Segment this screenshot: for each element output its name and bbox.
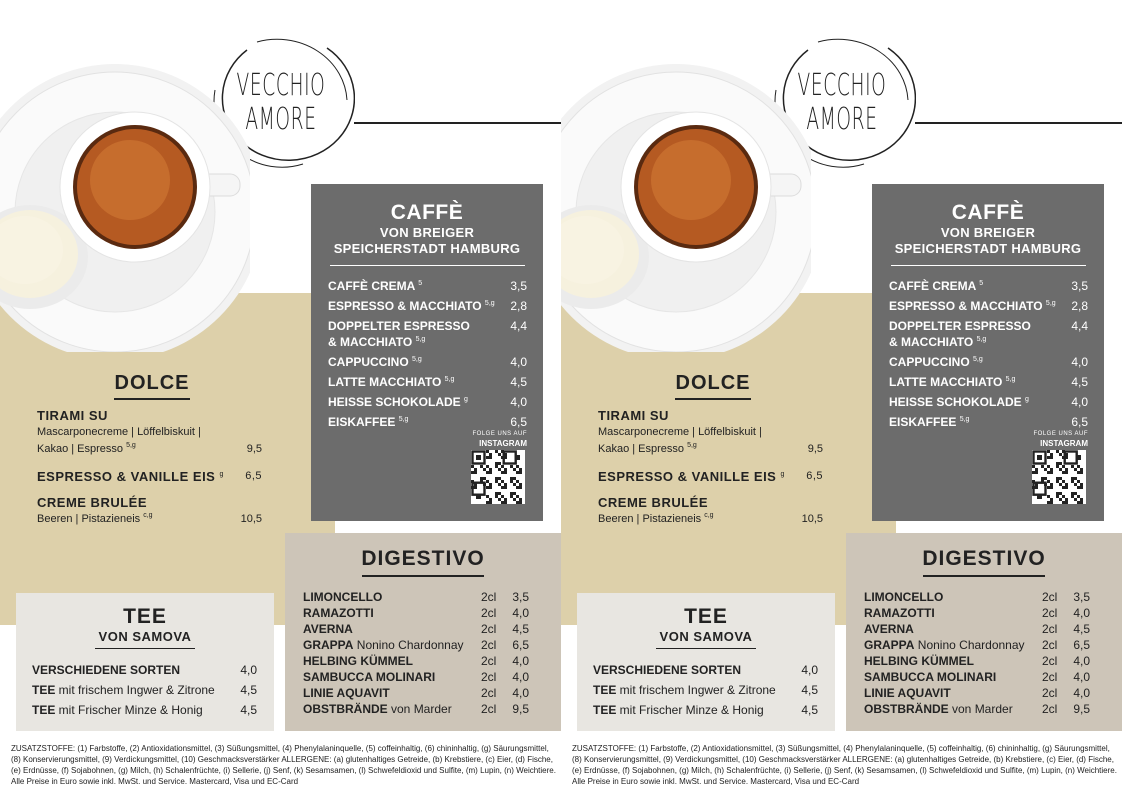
digestivo-item-price: 9,5 [512, 702, 529, 716]
caffe-item-price: 4,0 [1071, 395, 1088, 409]
dolce-item-sup: 5,g [687, 442, 697, 449]
dolce-item-name: CREME BRULÉE [37, 495, 148, 510]
caffe-item-sup: 5 [979, 280, 984, 287]
caffe-item [872, 414, 1104, 430]
caffe-item-name: DOPPELTER ESPRESSO [328, 319, 470, 333]
caffe-item-price: 4,0 [1071, 355, 1088, 369]
dolce-item [598, 494, 823, 528]
caffe-item-name: CAPPUCCINO [889, 355, 970, 369]
tee-item-price: 4,5 [240, 703, 257, 717]
digestivo-item [285, 653, 561, 669]
caffe-item-name: LATTE MACCHIATO [889, 375, 1003, 389]
digestivo-item-size: 2cl [1042, 638, 1058, 652]
logo-text-line2: AMORE [806, 102, 878, 137]
caffe-item [311, 394, 543, 410]
digestivo-item-size: 2cl [481, 670, 497, 684]
digestivo-item-price: 9,5 [1073, 702, 1090, 716]
caffe-item-name: EISKAFFEE [328, 415, 396, 429]
instagram-text: INSTAGRAM [1040, 439, 1088, 448]
caffe-item [311, 278, 543, 294]
caffe-item-sup: 5,g [959, 416, 970, 423]
dolce-item-desc: Kakao | Espresso [37, 443, 124, 455]
dolce-item-desc: Kakao | Espresso [598, 443, 685, 455]
caffe-item-price: 3,5 [510, 279, 527, 293]
tee-item-name: TEE [593, 683, 617, 697]
tee-item [577, 702, 835, 718]
dolce-item-name: ESPRESSO & VANILLE EIS [598, 469, 777, 484]
digestivo-item-price: 4,0 [1073, 686, 1090, 700]
menu-panel-right [561, 0, 1122, 793]
tee-item-name: TEE [32, 683, 56, 697]
tee-item-desc: mit frischem Ingwer & Zitrone [616, 683, 776, 697]
dolce-item [37, 494, 262, 528]
tee-subtitle: VON SAMOVA [659, 629, 753, 644]
digestivo-item-price: 4,0 [1073, 606, 1090, 620]
digestivo-item [846, 685, 1122, 701]
caffe-item [872, 354, 1104, 370]
caffe-item-price: 4,4 [1071, 319, 1088, 333]
caffe-item [872, 374, 1104, 390]
follow-label: FOLGE UNS AUF [1033, 431, 1088, 437]
caffe-item [872, 318, 1104, 350]
caffe-item [872, 394, 1104, 410]
digestivo-card [846, 533, 1122, 731]
digestivo-item-size: 2cl [1042, 702, 1058, 716]
digestivo-item-name: OBSTBRÄNDE [864, 702, 949, 716]
coffee-cup-image [561, 62, 811, 352]
qr-code[interactable] [1032, 450, 1086, 504]
tee-item [577, 682, 835, 698]
digestivo-item-price: 6,5 [512, 638, 529, 652]
caffe-item-sup: 5,g [415, 336, 426, 343]
digestivo-item-name: RAMAZOTTI [303, 606, 374, 620]
qr-code-icon [1032, 450, 1086, 504]
digestivo-item-name: LIMONCELLO [864, 590, 944, 604]
caffe-item-price: 4,5 [1071, 375, 1088, 389]
tee-title: TEE [684, 605, 728, 628]
follow-label: FOLGE UNS AUF [472, 431, 527, 437]
digestivo-item-name: LIMONCELLO [303, 590, 383, 604]
dolce-item-desc: Beeren | Pistazieneis [598, 513, 702, 525]
instagram-label [471, 430, 527, 448]
tee-item-price: 4,0 [240, 663, 257, 677]
caffe-item-sup: 5,g [976, 336, 987, 343]
caffe-item-sup: 5 [418, 280, 423, 287]
tee-item-desc: mit Frischer Minze & Honig [616, 703, 764, 717]
tee-item-desc: mit frischem Ingwer & Zitrone [55, 683, 215, 697]
tee-item-price: 4,0 [801, 663, 818, 677]
dolce-item-price: 10,5 [801, 513, 823, 525]
digestivo-item [285, 589, 561, 605]
tee-item-name: TEE [593, 703, 617, 717]
caffe-item-name: DOPPELTER ESPRESSO [889, 319, 1031, 333]
caffe-item-name: CAFFÈ CREMA [328, 279, 415, 293]
caffe-item-price: 6,5 [510, 415, 527, 429]
dolce-item [37, 407, 262, 458]
dolce-item-name: CREME BRULÉE [598, 495, 709, 510]
digestivo-item-size: 2cl [481, 590, 497, 604]
digestivo-item-price: 4,0 [512, 670, 529, 684]
divider [362, 575, 484, 577]
caffe-item-name: EISKAFFEE [889, 415, 957, 429]
digestivo-item-name: RAMAZOTTI [864, 606, 935, 620]
digestivo-item [285, 605, 561, 621]
dolce-title: DOLCE [675, 372, 751, 394]
dolce-item-name: TIRAMI SU [598, 408, 669, 423]
caffe-subtitle: VON BREIGER [940, 225, 1036, 240]
caffe-item-sup: 5,g [412, 356, 422, 363]
footer-legal-text: ZUSATZSTOFFE: (1) Farbstoffe, (2) Antioxidationsmittel, (3) Süßungsmittel, (4) Phenylalaninquelle, (5) coffeinhaltig, (6) chininhaltig, (g) Säurungsmittel, (8) Konservierungsmittel, (9) Verdickungsmittel, (10) Geschmacksverstärker ALLERGENE: (a) glutenhaltiges Getreide, (b) Krebstiere, (c) Eier, (d) Fische, (e) Erdnüsse, (f) Sojabohnen, (g) Milch, (h) Schalenfrüchte, (i) Sellerie, (j) Senf, (k) Sesamsamen, (l) Schwefeldioxid und Sulfite, (m) Lupin, (n) Weichtiere. Alle Preise in Euro sowie inkl. MwSt. und Service. Mastercard, Visa und EC-Card [572, 744, 1117, 786]
caffe-item-sup: 5,g [973, 356, 983, 363]
divider [923, 575, 1045, 577]
logo-text-line2: AMORE [245, 102, 317, 137]
digestivo-item [846, 669, 1122, 685]
digestivo-item-name: LINIE AQUAVIT [864, 686, 951, 700]
tee-item [16, 682, 274, 698]
digestivo-item-size: 2cl [1042, 654, 1058, 668]
dolce-item-price: 9,5 [807, 443, 823, 455]
digestivo-item-desc: von Marder [387, 702, 452, 716]
divider [330, 265, 525, 266]
digestivo-item-price: 6,5 [1073, 638, 1090, 652]
dolce-item-sup: g [219, 471, 224, 478]
digestivo-item-price: 4,0 [1073, 670, 1090, 684]
tee-item-price: 4,5 [240, 683, 257, 697]
tee-item-price: 4,5 [801, 703, 818, 717]
caffe-item [872, 298, 1104, 314]
caffe-item-sup: 5,g [1005, 376, 1016, 383]
digestivo-title: DIGESTIVO [361, 547, 485, 570]
caffe-card [872, 184, 1104, 521]
digestivo-item-size: 2cl [481, 686, 497, 700]
digestivo-item-size: 2cl [1042, 670, 1058, 684]
digestivo-item [846, 605, 1122, 621]
tee-subtitle: VON SAMOVA [98, 629, 192, 644]
instagram-label [1032, 430, 1088, 448]
tee-item-name: VERSCHIEDENE SORTEN [593, 663, 742, 677]
digestivo-item-size: 2cl [1042, 606, 1058, 620]
dolce-item-name: ESPRESSO & VANILLE EIS [37, 469, 216, 484]
digestivo-item [285, 685, 561, 701]
digestivo-item-name: OBSTBRÄNDE [303, 702, 388, 716]
tee-card [577, 593, 835, 731]
digestivo-item [846, 637, 1122, 653]
digestivo-item-size: 2cl [1042, 590, 1058, 604]
digestivo-item [846, 621, 1122, 637]
caffe-item-price: 4,4 [510, 319, 527, 333]
tee-title: TEE [123, 605, 167, 628]
caffe-item-price: 6,5 [1071, 415, 1088, 429]
footer-legal-text: ZUSATZSTOFFE: (1) Farbstoffe, (2) Antioxidationsmittel, (3) Süßungsmittel, (4) Phenylalaninquelle, (5) coffeinhaltig, (6) chininhaltig, (g) Säurungsmittel, (8) Konservierungsmittel, (9) Verdickungsmittel, (10) Geschmacksverstärker ALLERGENE: (a) glutenhaltiges Getreide, (b) Krebstiere, (c) Eier, (d) Fische, (e) Erdnüsse, (f) Sojabohnen, (g) Milch, (h) Schalenfrüchte, (i) Sellerie, (j) Senf, (k) Sesamsamen, (l) Schwefeldioxid und Sulfite, (m) Lupin, (n) Weichtiere. Alle Preise in Euro sowie inkl. MwSt. und Service. Mastercard, Visa und EC-Card [11, 744, 556, 786]
digestivo-item-size: 2cl [481, 654, 497, 668]
qr-code[interactable] [471, 450, 525, 504]
caffe-item-sup: g [464, 396, 468, 403]
caffe-item-sup: 5,g [484, 300, 495, 307]
caffe-item-sup: 5,g [1045, 300, 1056, 307]
caffe-item-sup: g [1025, 396, 1029, 403]
tee-card [16, 593, 274, 731]
digestivo-item-name: HELBING KÜMMEL [864, 654, 974, 668]
digestivo-item-name: AVERNA [303, 622, 353, 636]
caffe-item-name2: & MACCHIATO [328, 335, 413, 349]
tee-item-price: 4,5 [801, 683, 818, 697]
digestivo-item-size: 2cl [1042, 622, 1058, 636]
caffe-subtitle: SPEICHERSTADT HAMBURG [333, 241, 521, 256]
digestivo-item-desc: von Marder [948, 702, 1013, 716]
caffe-item-name: CAPPUCCINO [328, 355, 409, 369]
divider [95, 648, 195, 649]
tee-item-desc: mit Frischer Minze & Honig [55, 703, 203, 717]
dolce-item-price: 10,5 [240, 513, 262, 525]
digestivo-item [846, 701, 1122, 717]
dolce-item-desc: Beeren | Pistazieneis [37, 513, 141, 525]
digestivo-item-price: 4,0 [512, 606, 529, 620]
dolce-item-sup: g [780, 471, 785, 478]
digestivo-item-desc: Nonino Chardonnay [914, 638, 1025, 652]
header-rule [915, 122, 1122, 124]
tee-item [577, 662, 835, 678]
caffe-item [311, 374, 543, 390]
digestivo-item-price: 4,0 [512, 654, 529, 668]
caffe-item [311, 298, 543, 314]
digestivo-item-price: 4,5 [512, 622, 529, 636]
divider [675, 398, 751, 400]
digestivo-item-name: HELBING KÜMMEL [303, 654, 413, 668]
caffe-item-price: 2,8 [510, 299, 527, 313]
dolce-item-desc: Mascarponecreme | Löffelbiskuit | [598, 426, 762, 438]
dolce-item-sup: c,g [704, 512, 714, 519]
caffe-item-name: ESPRESSO & MACCHIATO [328, 299, 482, 313]
caffe-title: CAFFÈ [951, 201, 1025, 224]
digestivo-item-name: SAMBUCCA MOLINARI [303, 670, 436, 684]
digestivo-item-name: LINIE AQUAVIT [303, 686, 390, 700]
caffe-item-name: HEISSE SCHOKOLADE [889, 395, 1022, 409]
tee-item-name: VERSCHIEDENE SORTEN [32, 663, 181, 677]
digestivo-item-size: 2cl [481, 702, 497, 716]
digestivo-item-size: 2cl [481, 622, 497, 636]
instagram-text: INSTAGRAM [479, 439, 527, 448]
tee-item [16, 702, 274, 718]
digestivo-item [285, 669, 561, 685]
digestivo-item-price: 3,5 [512, 590, 529, 604]
digestivo-item-price: 3,5 [1073, 590, 1090, 604]
digestivo-title: DIGESTIVO [922, 547, 1046, 570]
digestivo-item-size: 2cl [481, 638, 497, 652]
caffe-item-name: ESPRESSO & MACCHIATO [889, 299, 1043, 313]
dolce-item [37, 468, 262, 485]
tee-item [16, 662, 274, 678]
caffe-item-name2: & MACCHIATO [889, 335, 974, 349]
caffe-item-sup: 5,g [444, 376, 455, 383]
caffe-item-price: 4,0 [510, 395, 527, 409]
digestivo-item-price: 4,5 [1073, 622, 1090, 636]
digestivo-item-size: 2cl [481, 606, 497, 620]
tee-item-name: TEE [32, 703, 56, 717]
caffe-item [311, 414, 543, 430]
coffee-cup-image [0, 62, 250, 352]
digestivo-item-size: 2cl [1042, 686, 1058, 700]
logo-text-line1: VECCHIO [797, 68, 887, 103]
caffe-item-price: 4,0 [510, 355, 527, 369]
caffe-card [311, 184, 543, 521]
digestivo-item [846, 589, 1122, 605]
digestivo-item-price: 4,0 [1073, 654, 1090, 668]
digestivo-item-name: AVERNA [864, 622, 914, 636]
qr-code-icon [471, 450, 525, 504]
dolce-item-price: 6,5 [806, 470, 823, 482]
divider [891, 265, 1086, 266]
divider [114, 398, 190, 400]
caffe-subtitle: SPEICHERSTADT HAMBURG [894, 241, 1082, 256]
divider [656, 648, 756, 649]
caffe-item [311, 354, 543, 370]
dolce-item-sup: 5,g [126, 442, 136, 449]
logo-text-line1: VECCHIO [236, 68, 326, 103]
dolce-item-price: 9,5 [246, 443, 262, 455]
header-rule [354, 122, 561, 124]
caffe-title: CAFFÈ [390, 201, 464, 224]
digestivo-item-price: 4,0 [512, 686, 529, 700]
digestivo-item-name: GRAPPA [864, 638, 915, 652]
caffe-item-name: HEISSE SCHOKOLADE [328, 395, 461, 409]
digestivo-item [285, 637, 561, 653]
caffe-item-price: 4,5 [510, 375, 527, 389]
dolce-item [598, 407, 823, 458]
caffe-item [311, 318, 543, 350]
dolce-item-desc: Mascarponecreme | Löffelbiskuit | [37, 426, 201, 438]
caffe-item-name: CAFFÈ CREMA [889, 279, 976, 293]
dolce-item-name: TIRAMI SU [37, 408, 108, 423]
caffe-item-name: LATTE MACCHIATO [328, 375, 442, 389]
dolce-item-price: 6,5 [245, 470, 262, 482]
dolce-item-sup: c,g [143, 512, 153, 519]
caffe-item [872, 278, 1104, 294]
dolce-item [598, 468, 823, 485]
digestivo-item [285, 701, 561, 717]
digestivo-item-name: GRAPPA [303, 638, 354, 652]
digestivo-item [285, 621, 561, 637]
digestivo-card [285, 533, 561, 731]
caffe-item-sup: 5,g [398, 416, 409, 423]
caffe-item-price: 2,8 [1071, 299, 1088, 313]
caffe-item-price: 3,5 [1071, 279, 1088, 293]
digestivo-item-desc: Nonino Chardonnay [353, 638, 464, 652]
digestivo-item [846, 653, 1122, 669]
dolce-title: DOLCE [114, 372, 190, 394]
digestivo-item-name: SAMBUCCA MOLINARI [864, 670, 997, 684]
caffe-subtitle: VON BREIGER [379, 225, 475, 240]
